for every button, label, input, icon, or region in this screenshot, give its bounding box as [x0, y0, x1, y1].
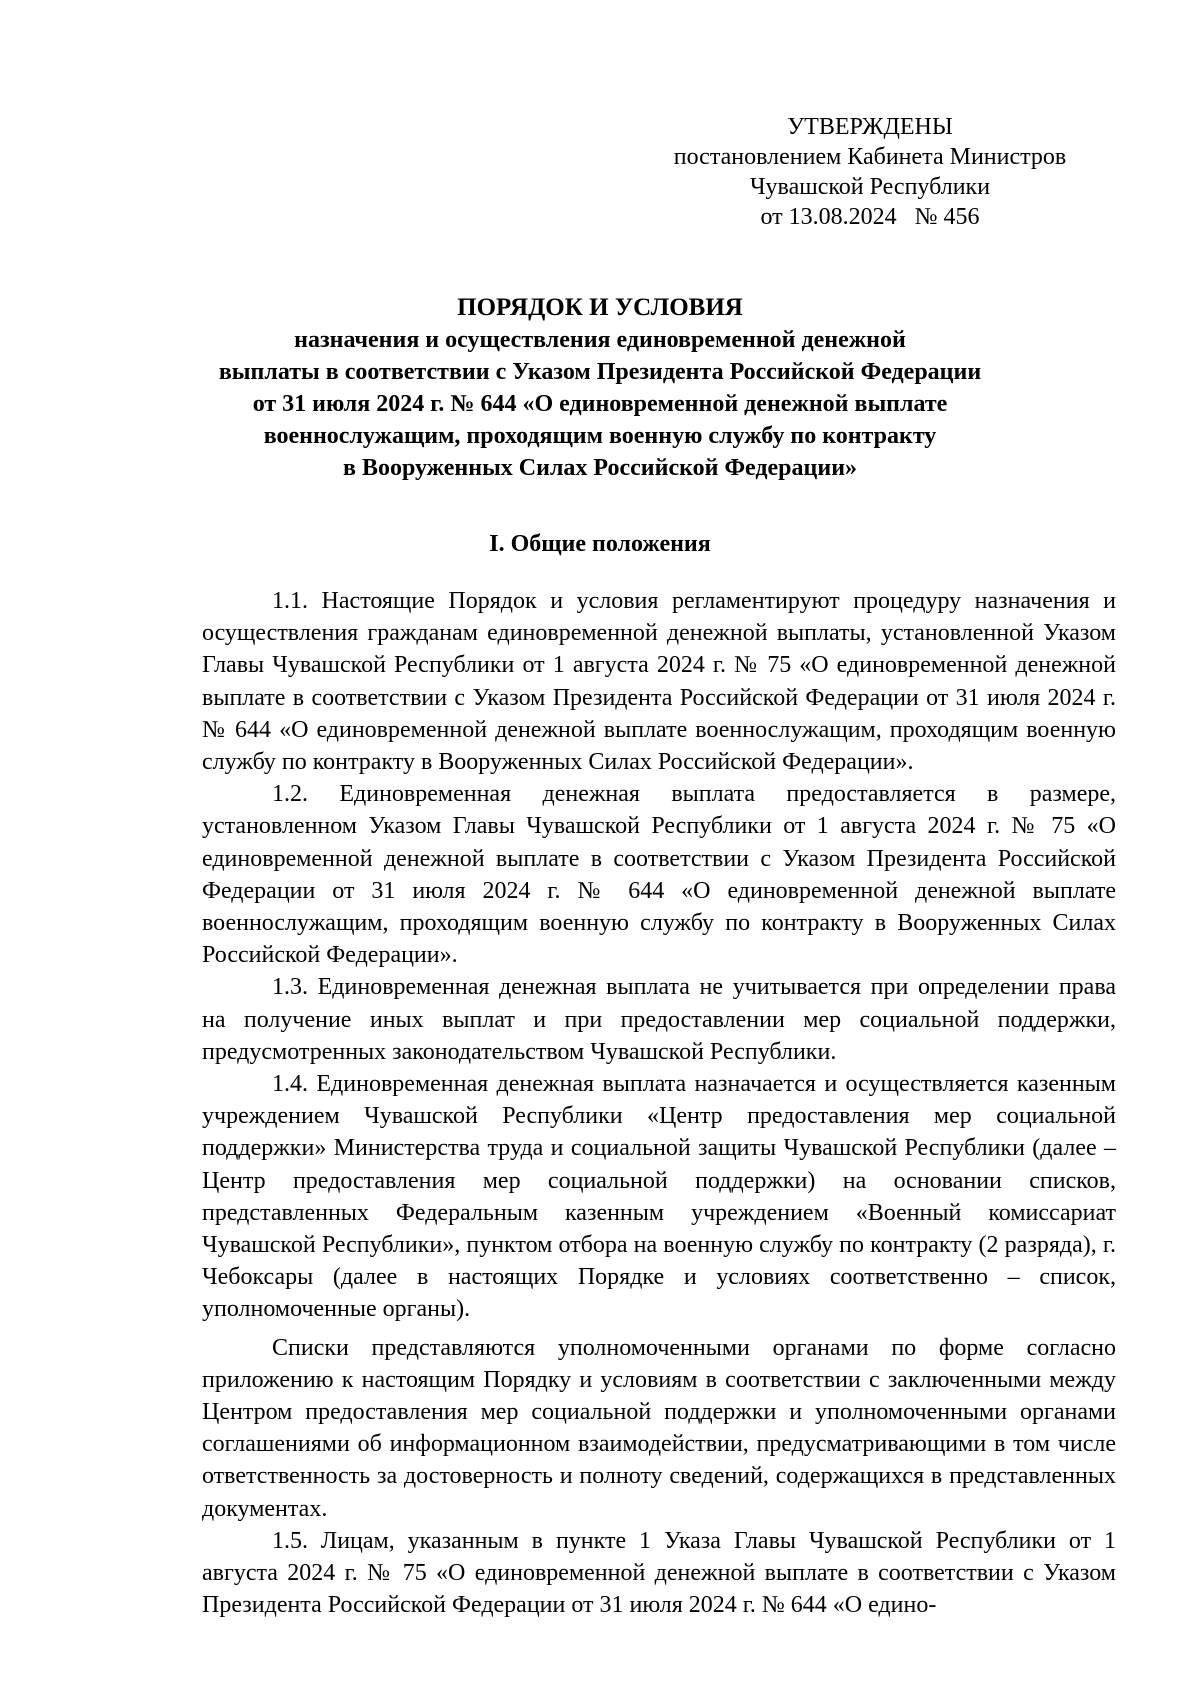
title-line: в Вооруженных Силах Российской Федерации» [342, 455, 858, 481]
paragraph: 1.4. Единовременная денежная выплата назначается и осуществляется казенным учреждением Чувашской Республики «Центр предоставления мер социальной поддержки» Министерства труда и социальной защиты Чувашской Республики (далее – Центр предоставления мер социальной поддержки) на основании списков, представленных Федеральным казенным учреждением «Военный комиссариат Чувашской Республики», пунктом отбора на военную службу по контракту (2 разряда), г. Чебоксары (далее в настоящих Порядке и условиях соответственно – список, уполномоченные органы). [202, 1071, 1116, 1323]
title-main: ПОРЯДОК И УСЛОВИЯ [457, 294, 743, 321]
approval-stamp [660, 112, 1080, 232]
title-line: выплаты в соответствии с Указом Президента Российской Федерации [218, 359, 982, 385]
paragraph: 1.5. Лицам, указанным в пункте 1 Указа Главы Чувашской Республики от 1 августа 2024 г. № 75 «О единовременной денежной выплате в соответствии с Указом Президента Российской Федерации от 31 июля 2024 г. № 644 «О едино- [202, 1527, 1116, 1619]
paragraph: Списки представляются уполномоченными органами по форме согласно приложению к настоящим Порядку и условиям в соответствии с заключенными между Центром предоставления мер социальной поддержки и уполномоченными органами соглашениями об информационном взаимодействии, предусматривающими в том числе ответственность за достоверность и полноту сведений, содержащихся в представленных документах. [202, 1334, 1116, 1522]
paragraph: 1.3. Единовременная денежная выплата не учитывается при определении права на получение иных выплат и при предоставлении мер социальной поддержки, предусмотренных законодательством Чувашской Республики. [202, 974, 1116, 1065]
document-title [150, 292, 1050, 484]
approval-title: УТВЕРЖДЕНЫ [787, 114, 953, 140]
section-body [202, 585, 1116, 1622]
approval-region: Чувашской Республики [749, 174, 991, 200]
approval-date-number: от 13.08.2024 № 456 [760, 204, 980, 230]
title-line: военнослужащим, проходящим военную службу по контракту [263, 423, 937, 449]
paragraph: 1.1. Настоящие Порядок и условия регламентируют процедуру назначения и осуществления гражданам единовременной денежной выплаты, установленной Указом Главы Чувашской Республики от 1 августа 2024 г. № 75 «О единовременной денежной выплате в соответствии с Указом Президента Российской Федерации от 31 июля 2024 г. № 644 «О единовременной денежной выплате военнослужащим, проходящим военную службу по контракту в Вооруженных Силах Российской Федерации». [202, 588, 1116, 776]
approval-issuer: постановлением Кабинета Министров [673, 144, 1067, 170]
title-line: назначения и осуществления единовременной денежной [294, 327, 906, 353]
title-line: от 31 июля 2024 г. № 644 «О единовременной денежной выплате [252, 391, 948, 417]
section-heading: I. Общие положения [489, 531, 711, 557]
paragraph: 1.2. Единовременная денежная выплата предоставляется в размере, установленном Указом Главы Чувашской Республики от 1 августа 2024 г. № 75 «О единовременной денежной выплате в соответствии с Указом Президента Российской Федерации от 31 июля 2024 г. № 644 «О единовременной денежной выплате военнослужащим, проходящим военную службу по контракту в Вооруженных Силах Российской Федерации». [202, 781, 1116, 969]
